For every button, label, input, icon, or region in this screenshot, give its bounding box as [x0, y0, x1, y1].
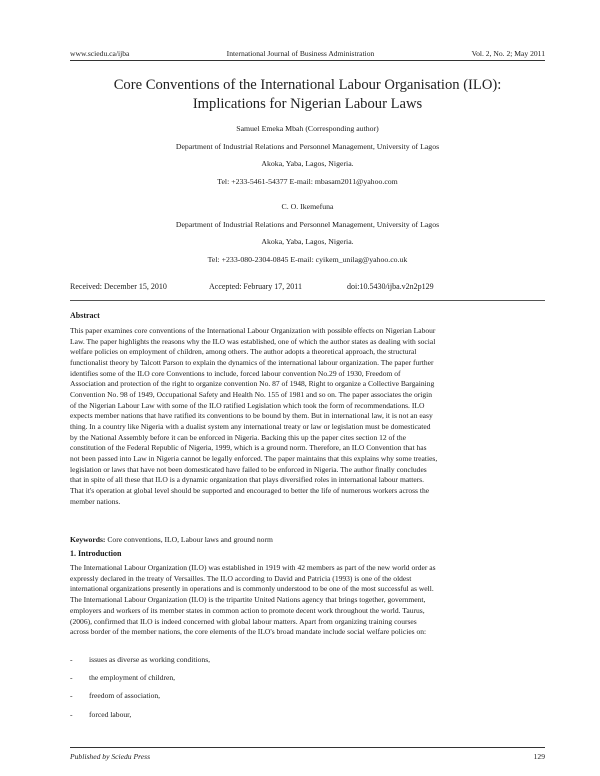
author-1-block: [70, 120, 545, 190]
meta-rule: [70, 300, 545, 301]
list-item: [70, 710, 210, 728]
abstract-line: Convention No. 98 of 1949, Occupational Safety and Health No. 155 of 1981 and so on. The paper associates the origin: [70, 389, 433, 399]
list-item-text: issues as diverse as working conditions,: [89, 655, 211, 664]
introduction-line: expressly declared in the treaty of Versailles. The ILO according to David and Patricia (1993) is one of the oldest: [70, 573, 412, 583]
list-item: [70, 691, 210, 709]
abstract-body: [70, 326, 545, 507]
abstract-line: of the Nigerian Labour Law with some of the ILO ratified Legislation which took the form of recommendations. ILO: [70, 400, 425, 410]
received-date: Received: December 15, 2010: [70, 282, 167, 291]
paper-title: [70, 76, 545, 114]
accepted-date: Accepted: February 17, 2011: [209, 282, 303, 291]
list-item-text: the employment of children,: [89, 673, 176, 683]
publisher: Published by Sciedu Press: [70, 752, 151, 761]
abstract-line: That it's operation at global level should be supported and encouraged to better the life of numerous workers across the: [70, 485, 430, 495]
abstract-line: that in spite of all these that ILO is a dynamic organization that plays diversified roles in international labour matters.: [70, 475, 425, 485]
author-1-name: Samuel Emeka Mbah (Corresponding author): [236, 124, 379, 133]
introduction-line: across border of the member nations, the core elements of the ILO's broad mandate include social welfare policies on:: [70, 627, 427, 637]
abstract-line: by the National Assembly before it can be enforced in Nigeria. Backing this up the paper cites section 12 of the: [70, 432, 406, 442]
running-header: [70, 44, 545, 58]
abstract-line: Association and protection of the right to organize convention No. 87 of 1948, Right to organize a Collective Bargaining: [70, 379, 435, 389]
keywords-text: Core conventions, ILO, Labour laws and ground norm: [105, 535, 273, 544]
abstract-heading: Abstract: [70, 311, 100, 320]
list-bullet: -: [70, 655, 73, 664]
doi[interactable]: doi:10.5430/ijba.v2n2p129: [347, 282, 434, 291]
introduction-list: [70, 655, 210, 728]
introduction-line: employers and workers of its member states in common action to promote decent work throughout the world. Taurus,: [70, 605, 425, 615]
author-2-contact: Tel: +233-080-2304-0845 E-mail: cyikem_unilag@yahoo.co.uk: [207, 254, 408, 264]
author-2-address: Akoka, Yaba, Lagos, Nigeria.: [261, 237, 354, 246]
list-bullet: -: [70, 673, 73, 683]
journal-url[interactable]: www.sciedu.ca/ijba: [70, 49, 130, 58]
abstract-line: functionalist theory by Talcott Parson to explain the dynamics of the international labour organization. The paper further: [70, 357, 434, 367]
title-line-2: Implications for Nigerian Labour Laws: [192, 96, 423, 112]
introduction-body: [70, 563, 545, 638]
abstract-line: Law. The paper highlights the reasons why the ILO was established, one of which the author states as dealing with social: [70, 336, 436, 346]
header-rule: [70, 60, 545, 61]
author-2-name: C. O. Ikemefuna: [281, 202, 334, 211]
list-bullet: -: [70, 709, 73, 719]
abstract-line: This paper examines core conventions of the International Labour Organization with possible effects on Nigerian Labour: [70, 326, 436, 335]
abstract-line: member nations.: [70, 496, 121, 506]
introduction-line: The International Labour Organization (ILO) is the tripartite United Nations agency that brings together, government,: [70, 595, 426, 605]
list-item-text: forced labour,: [89, 709, 132, 719]
list-item-text: freedom of association,: [89, 691, 161, 701]
abstract-line: constitution of the Federal Republic of Nigeria, 1999, which is a ground norm. Therefore, an ILO Convention that has: [70, 443, 427, 453]
footer-rule: [70, 747, 545, 748]
list-item: [70, 673, 210, 691]
publication-dates: [70, 282, 545, 291]
issue-info: Vol. 2, No. 2; May 2011: [471, 49, 545, 58]
introduction-line: international organizations presently in operations and is commonly understood to be one of the most successful as well.: [70, 584, 434, 594]
abstract-line: thing. In a country like Nigeria with a dualist system any international treaty or law or legislation must be domesticated: [70, 421, 431, 431]
list-bullet: -: [70, 691, 73, 701]
keywords: [70, 535, 273, 544]
author-2-block: [70, 198, 545, 268]
keywords-label: Keywords:: [70, 535, 106, 544]
page-footer: [70, 752, 545, 761]
list-item: [70, 655, 210, 673]
title-line-1: Core Conventions of the International Labour Organisation (ILO):: [113, 77, 502, 93]
introduction-line: The International Labour Organization (ILO) was established in 1919 with 42 members as part of the new world order as: [70, 563, 436, 572]
introduction-heading: 1. Introduction: [70, 549, 122, 558]
author-2-department: Department of Industrial Relations and Personnel Management, University of Lagos: [175, 219, 440, 229]
abstract-line: not been passed into Law in Nigeria cannot be legally enforced. The paper maintains that this explains why some treaties,: [70, 453, 438, 463]
author-1-address: Akoka, Yaba, Lagos, Nigeria.: [261, 159, 354, 168]
page-number: 129: [533, 752, 545, 761]
author-1-department: Department of Industrial Relations and Personnel Management, University of Lagos: [175, 141, 440, 151]
abstract-line: expects member nations that have ratified its conventions to be bound by them. But in international law, it is not an easy: [70, 411, 433, 421]
abstract-line: welfare policies on employment of children, among others. The author adopts a theoretical approach, the structural: [70, 347, 417, 357]
abstract-line: legislation or laws that have not been domesticated have failed to be enforced in Nigeria. The author finally concludes: [70, 464, 427, 474]
journal-name: International Journal of Business Administration: [226, 49, 375, 58]
abstract-line: identifies some of the ILO core Conventions to include, forced labour convention No.29 of 1930, Freedom of: [70, 368, 401, 378]
introduction-line: (2006), confirmed that ILO is indeed concerned with global labour matters. Apart from organizing training courses: [70, 616, 417, 626]
author-1-contact: Tel: +233-5461-54377 E-mail: mbasam2011@yahoo.com: [217, 176, 398, 186]
